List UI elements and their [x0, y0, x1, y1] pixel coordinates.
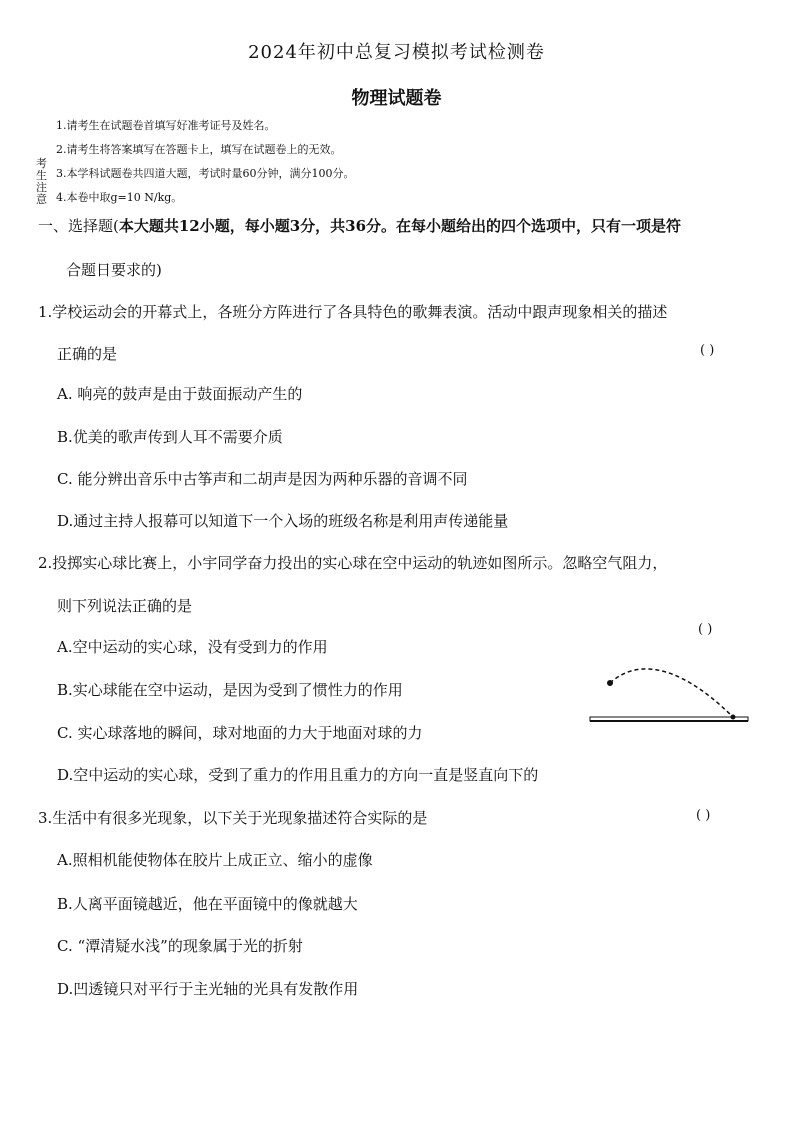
- option-d: D.通过主持人报幕可以知道下一个入场的班级名称是利用声传递能量: [57, 512, 509, 530]
- trajectory-figure: [588, 660, 753, 730]
- section-heading-continued: 合题日要求的): [66, 261, 162, 279]
- option-c: C. “潭清疑水浅”的现象属于光的折射: [57, 937, 303, 955]
- question-1-stem: 1.学校运动会的开幕式上，各班分方阵进行了各具特色的歌舞表演。活动中跟声现象相关的描述: [38, 303, 668, 321]
- section-heading-start: 一、选择题(: [38, 217, 119, 235]
- exam-subtitle: 物理试题卷: [351, 88, 442, 109]
- trajectory-path: [610, 669, 733, 717]
- option-a: A. 响亮的鼓声是由于鼓面振动产生的: [57, 385, 303, 403]
- option-d: D.空中运动的实心球，受到了重力的作用且重力的方向一直是竖直向下的: [57, 766, 539, 784]
- section-heading: [38, 215, 681, 236]
- option-c: C. 能分辨出音乐中古筝声和二胡声是因为两种乐器的音调不同: [57, 470, 468, 488]
- notice-item: 2.请考生将答案填写在答题卡上，填写在试题卷上的无效。: [56, 143, 342, 156]
- ball: [607, 680, 613, 686]
- option-d: D.凹透镜只对平行于主光轴的光具有发散作用: [57, 980, 359, 998]
- notice-item: 3.本学科试题卷共四道大题，考试时量60分钟，满分100分。: [56, 167, 355, 180]
- question-1-stem-cont: 正确的是: [57, 345, 118, 363]
- notice-item: 1.请考生在试题卷首填写好准考证号及姓名。: [56, 119, 276, 132]
- question-2-stem: 2.投掷实心球比赛上，小宇同学奋力投出的实心球在空中运动的轨迹如图所示。忽略空气阻力，: [38, 554, 668, 572]
- option-b: B.优美的歌声传到人耳不需要介质: [57, 428, 283, 446]
- question-3-stem: 3.生活中有很多光现象，以下关于光现象描述符合实际的是: [38, 809, 428, 827]
- notice-item: 4.本卷中取g=10 N/kg。: [56, 191, 183, 204]
- answer-paren: ( ): [698, 622, 713, 637]
- question-2-stem-cont: 则下列说法正确的是: [57, 597, 193, 615]
- landing-point: [731, 715, 736, 720]
- option-a: A.空中运动的实心球，没有受到力的作用: [57, 638, 328, 656]
- option-a: A.照相机能使物体在胶片上成正立、缩小的虚像: [57, 851, 373, 869]
- answer-paren: ( ): [696, 808, 711, 823]
- answer-paren: ( ): [700, 343, 715, 358]
- notice-label: 考生注意: [36, 157, 47, 206]
- section-heading-bold: 本大题共12小题，每小题3分，共36分。在每小题给出的四个选项中，只有一项是符: [118, 217, 682, 235]
- option-b: B.实心球能在空中运动，是因为受到了惯性力的作用: [57, 681, 403, 699]
- exam-title: 2024年初中总复习模拟考试检测卷: [248, 42, 545, 63]
- option-c: C. 实心球落地的瞬间，球对地面的力大于地面对球的力: [57, 724, 423, 742]
- option-b: B.人离平面镜越近，他在平面镜中的像就越大: [57, 895, 358, 913]
